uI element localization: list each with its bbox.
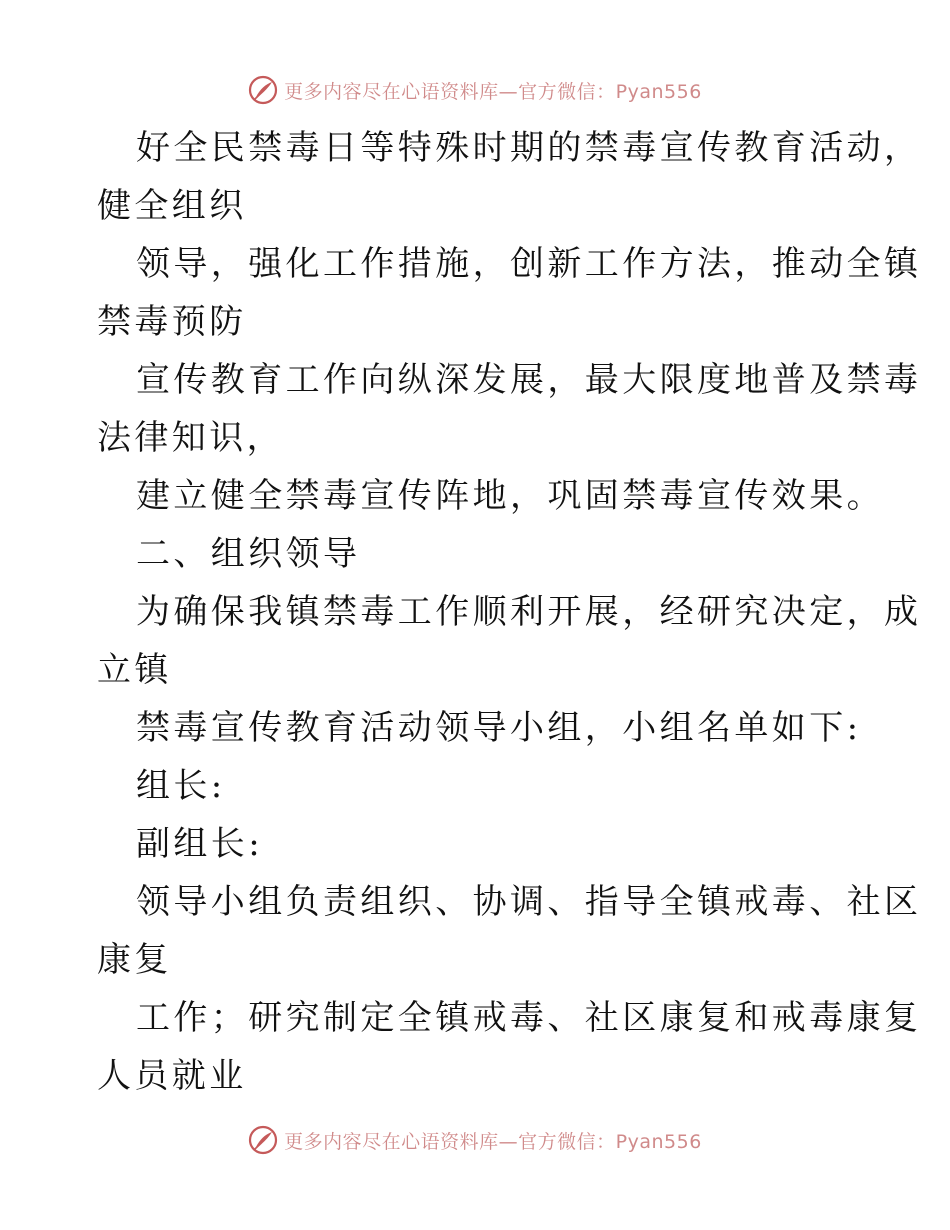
paragraph-line: 副组长: <box>136 824 264 864</box>
paragraph-line: 康复 <box>97 940 172 980</box>
paragraph-line: 为确保我镇禁毒工作顺利开展，经研究决定，成 <box>136 592 922 632</box>
paragraph-line: 禁毒宣传教育活动领导小组，小组名单如下: <box>136 708 862 748</box>
feather-pen-logo-icon <box>248 1125 278 1155</box>
section-heading: 二、组织领导 <box>136 534 361 574</box>
paragraph-line: 建立健全禁毒宣传阵地，巩固禁毒宣传效果。 <box>136 476 884 516</box>
paragraph-line: 好全民禁毒日等特殊时期的禁毒宣传教育活动， <box>136 128 922 168</box>
paragraph-line: 领导小组负责组织、协调、指导全镇戒毒、社区 <box>136 882 922 922</box>
paragraph-line: 领导，强化工作措施，创新工作方法，推动全镇 <box>136 244 922 284</box>
watermark-text: 更多内容尽在心语资料库—官方微信：Pyan556 <box>284 80 702 103</box>
watermark-banner-bottom <box>0 1120 950 1160</box>
paragraph-line: 健全组织 <box>97 186 247 226</box>
paragraph-line: 人员就业 <box>97 1056 247 1096</box>
watermark-text: 更多内容尽在心语资料库—官方微信：Pyan556 <box>284 1130 702 1153</box>
paragraph-line: 法律知识， <box>97 418 284 458</box>
paragraph-line: 禁毒预防 <box>97 302 247 342</box>
paragraph-line: 工作；研究制定全镇戒毒、社区康复和戒毒康复 <box>136 998 922 1038</box>
paragraph-line: 宣传教育工作向纵深发展，最大限度地普及禁毒 <box>136 360 922 400</box>
paragraph-line: 组长: <box>136 766 226 806</box>
paragraph-line: 立镇 <box>97 650 172 690</box>
